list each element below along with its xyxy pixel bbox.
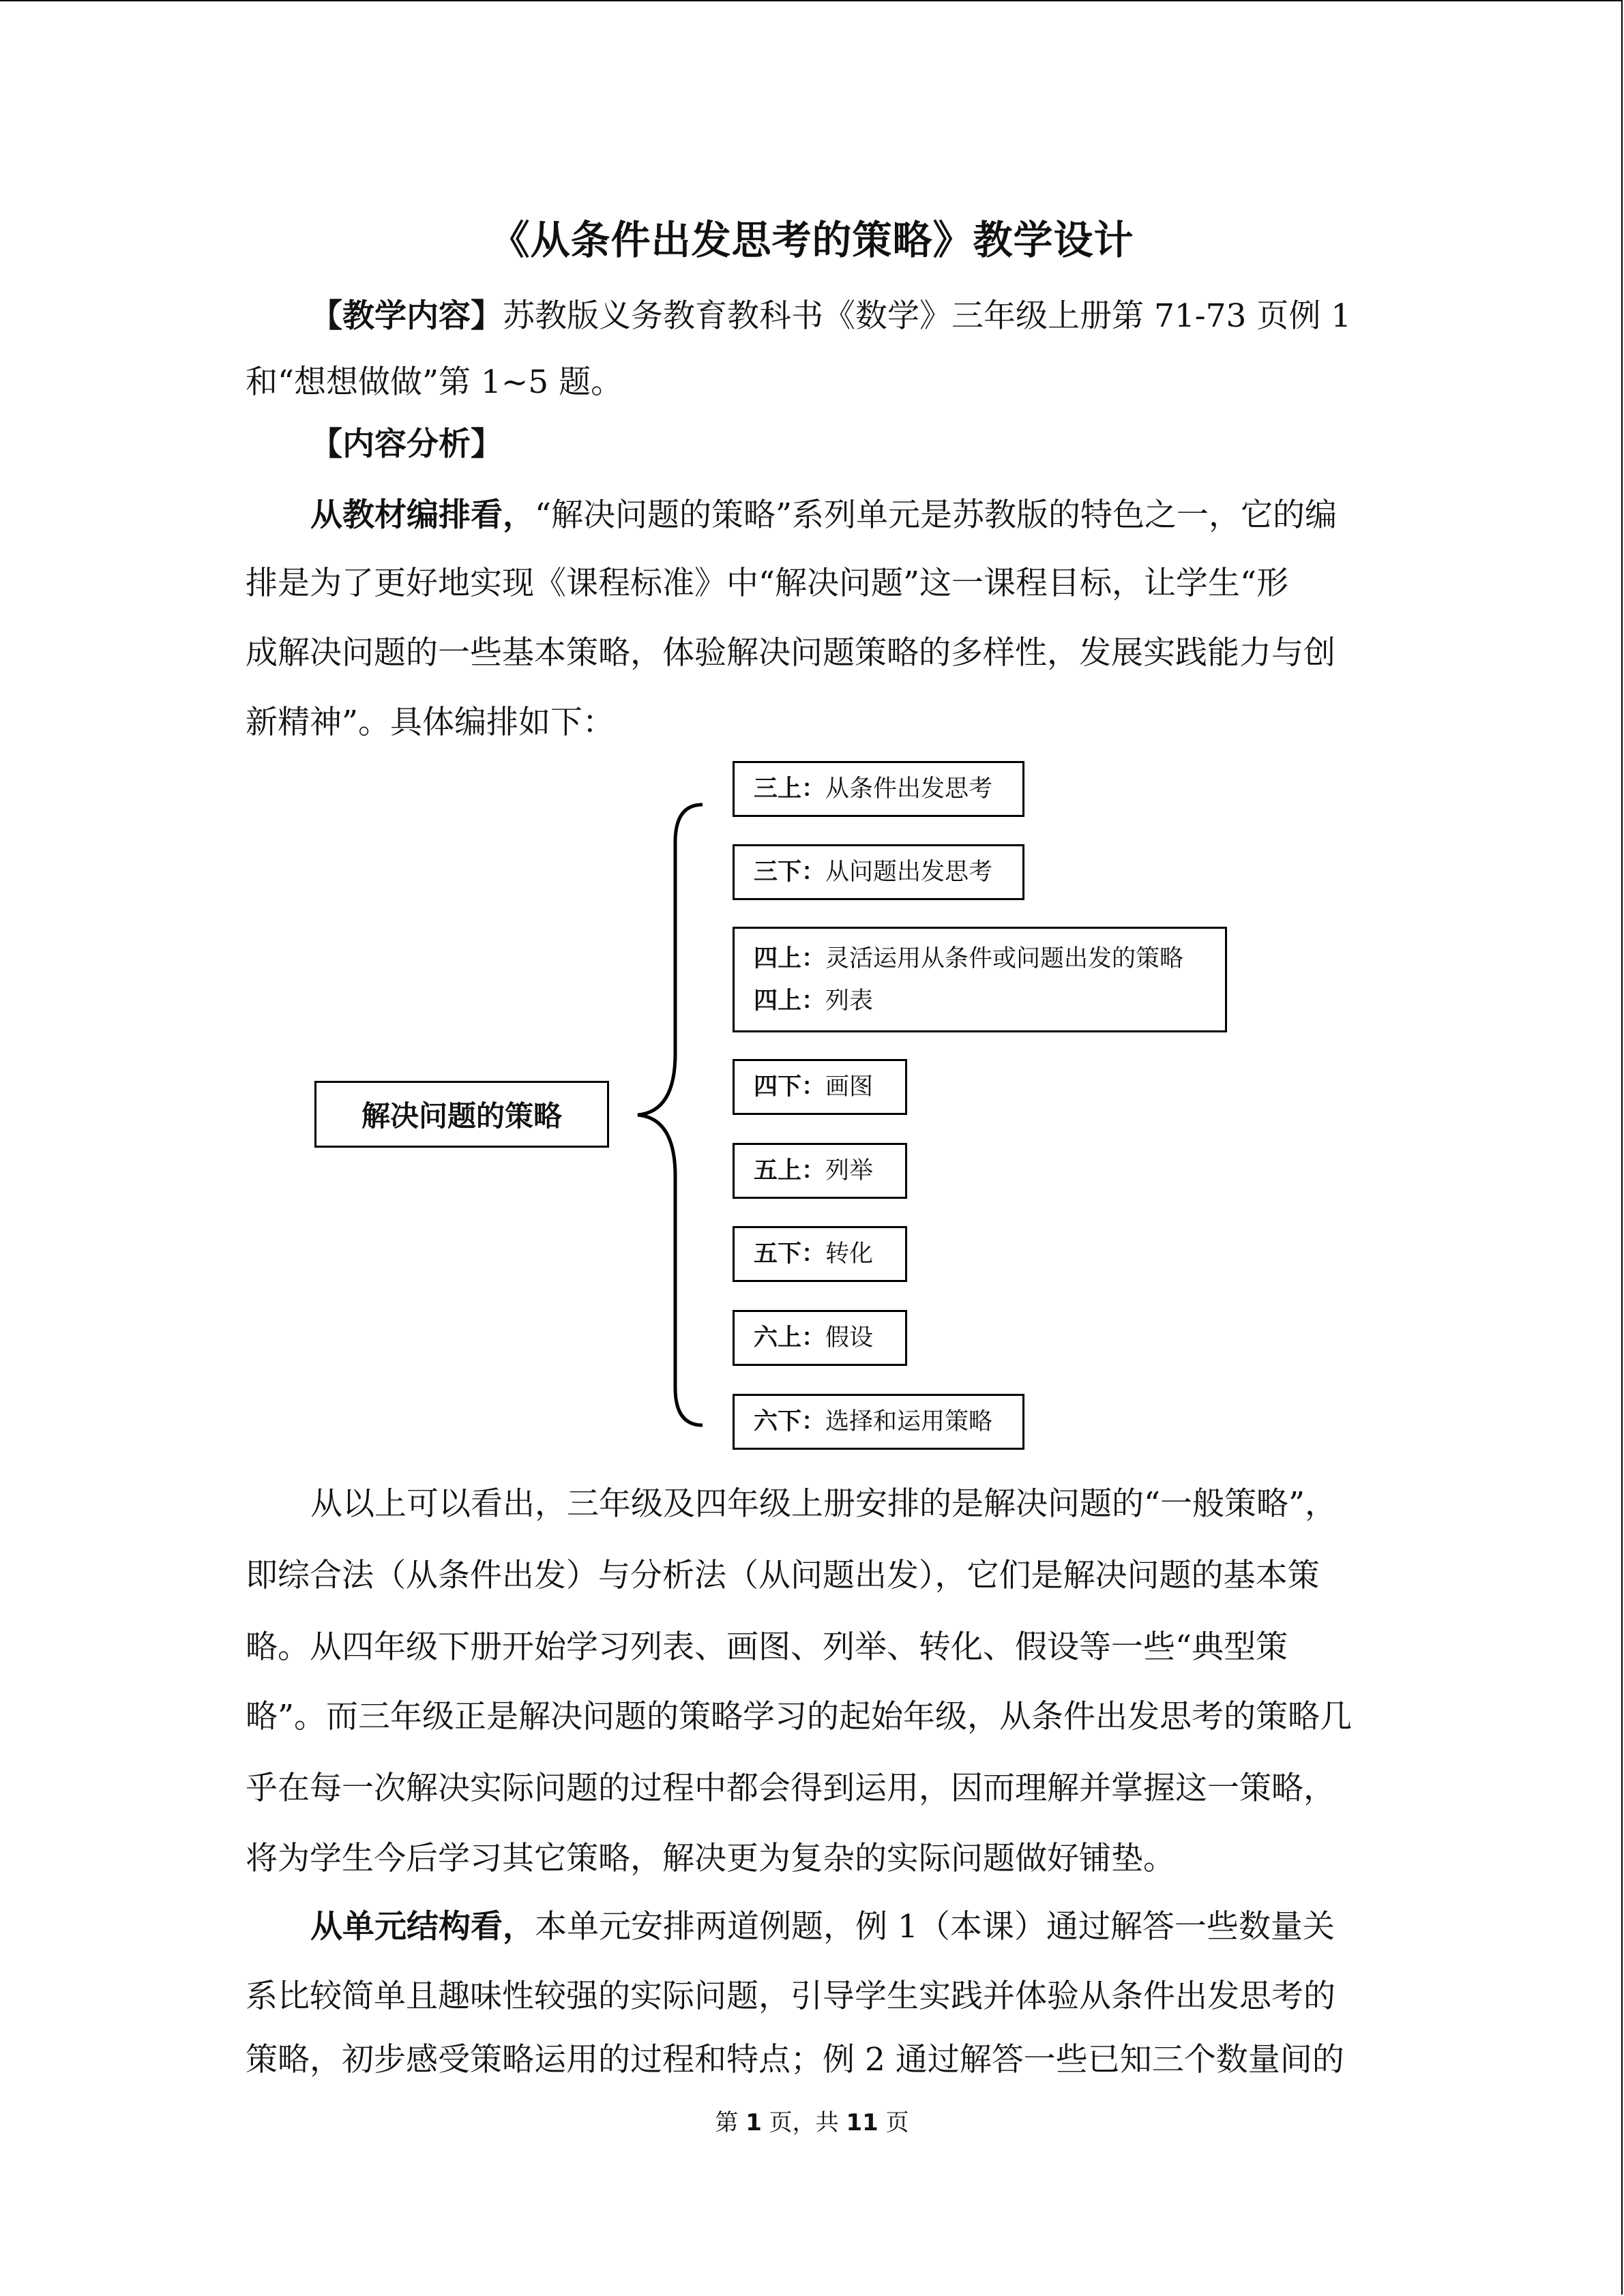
- node-grade: 四上：: [754, 987, 826, 1015]
- footer-total-pages: 11: [846, 2109, 879, 2136]
- analysis-heading: 【内容分析】: [310, 426, 503, 463]
- curly-brace-icon: [631, 794, 713, 1435]
- para2-line-2: 即综合法（从条件出发）与分析法（从问题出发），它们是解决问题的基本策: [246, 1557, 1320, 1594]
- content-text-1: 苏教版义务教育教科书《数学》三年级上册第 71-73 页例 1: [503, 297, 1352, 335]
- node-box: [733, 1059, 907, 1115]
- node-box: [733, 927, 1227, 1032]
- para2-line-3: 略。从四年级下册开始学习列表、画图、列举、转化、假设等一些“典型策: [246, 1628, 1288, 1666]
- para2-line-5: 乎在每一次解决实际问题的过程中都会得到运用，因而理解并掌握这一策略，: [246, 1770, 1335, 1807]
- para3-text-1: 本单元安排两道例题，例 1（本课）通过解答一些数量关: [535, 1908, 1335, 1945]
- para1-lead: 从教材编排看，: [310, 496, 535, 534]
- footer-suffix: 页: [878, 2109, 909, 2136]
- para3-line-1: [310, 1909, 1335, 1945]
- para2-line-6: 将为学生今后学习其它策略，解决更为复杂的实际问题做好铺垫。: [246, 1840, 1175, 1877]
- node-strategy: 画图: [825, 1073, 874, 1101]
- content-heading: 【教学内容】: [310, 297, 503, 335]
- para1-text-1: “解决问题的策略”系列单元是苏教版的特色之一，它的编: [535, 496, 1338, 534]
- node-grade: 五上：: [754, 1157, 826, 1184]
- para3-line-2: 系比较简单且趣味性较强的实际问题，引导学生实践并体验从条件出发思考的: [246, 1978, 1335, 2015]
- node-box: [733, 761, 1024, 817]
- node-box: [733, 1310, 907, 1366]
- node-strategy: 选择和运用策略: [825, 1408, 993, 1435]
- node-box: [733, 844, 1024, 900]
- node-grade: 六上：: [754, 1324, 826, 1352]
- para3-lead: 从单元结构看，: [310, 1908, 535, 1945]
- para2-line-4: 略”。而三年级正是解决问题的策略学习的起始年级，从条件出发思考的策略几: [246, 1698, 1353, 1735]
- node-box: [733, 1394, 1024, 1450]
- diagram-root-box: 解决问题的策略: [314, 1081, 609, 1148]
- footer-prefix: 第: [715, 2109, 746, 2136]
- para2-line-1: 从以上可以看出，三年级及四年级上册安排的是解决问题的“一般策略”，: [310, 1485, 1338, 1523]
- node-strategy: 假设: [825, 1324, 874, 1352]
- page-footer: [0, 2104, 1624, 2137]
- content-line-2: 和“想想做做”第 1~5 题。: [246, 363, 623, 401]
- node-strategy: 从问题出发思考: [825, 859, 993, 886]
- node-grade: 五下：: [754, 1240, 826, 1268]
- para1-line-2: 排是为了更好地实现《课程标准》中“解决问题”这一课程目标，让学生“形: [246, 565, 1289, 602]
- node-grade: 六下：: [754, 1408, 826, 1435]
- para1-line-1: [310, 498, 1337, 533]
- node-strategy: 列举: [825, 1157, 874, 1184]
- para1-line-4: 新精神”。具体编排如下：: [246, 704, 615, 741]
- footer-page-number: 1: [745, 2109, 762, 2136]
- node-grade: 四上：: [754, 944, 826, 972]
- footer-middle: 页，共: [761, 2109, 846, 2136]
- para3-line-3: 策略，初步感受策略运用的过程和特点；例 2 通过解答一些已知三个数量间的: [246, 2041, 1344, 2078]
- node-strategy: 灵活运用从条件或问题出发的策略: [825, 944, 1184, 972]
- node-strategy: 列表: [825, 987, 874, 1015]
- node-grade: 三上：: [754, 775, 826, 803]
- document-title: 《从条件出发思考的策略》教学设计: [490, 217, 1134, 263]
- content-line-1: [310, 299, 1351, 334]
- node-box: [733, 1226, 907, 1282]
- node-strategy: 从条件出发思考: [825, 775, 993, 803]
- node-box: [733, 1143, 907, 1199]
- node-grade: 四下：: [754, 1073, 826, 1101]
- node-grade: 三下：: [754, 859, 826, 886]
- para1-line-3: 成解决问题的一些基本策略，体验解决问题策略的多样性，发展实践能力与创: [246, 634, 1335, 672]
- node-strategy: 转化: [825, 1240, 874, 1268]
